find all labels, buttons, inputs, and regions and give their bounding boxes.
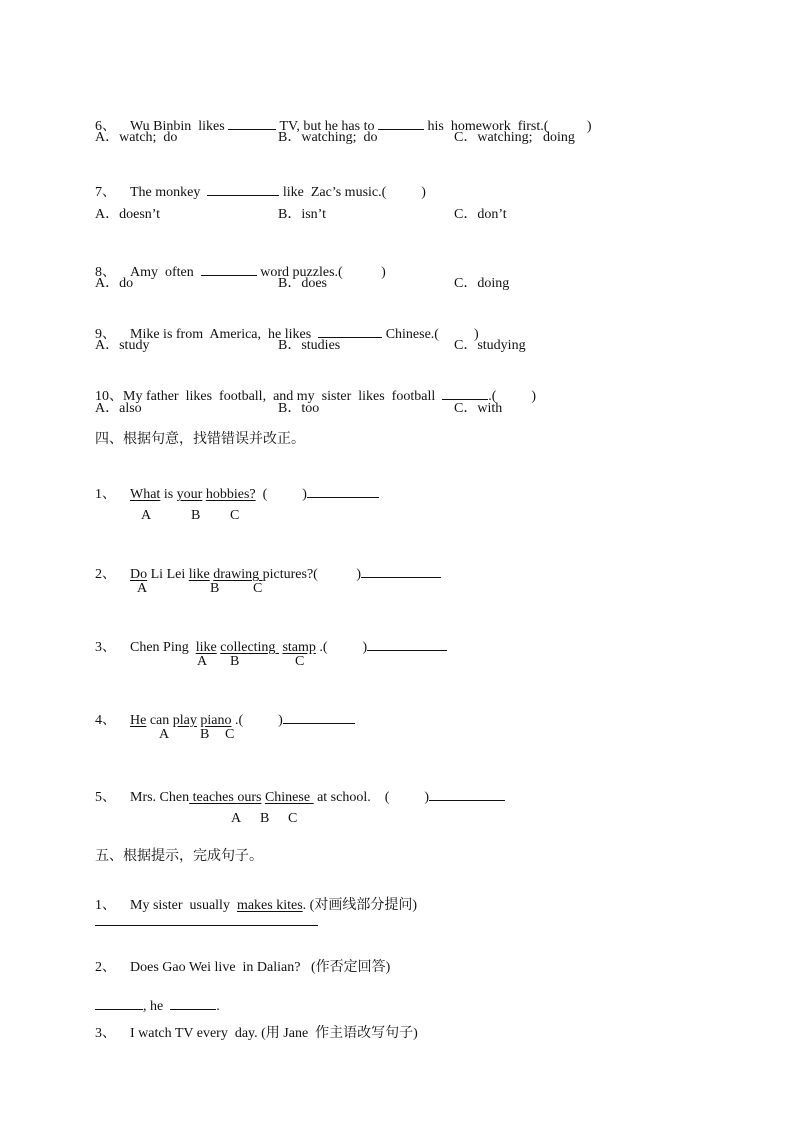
question-number: 7、 (95, 185, 116, 200)
answer-blank[interactable] (307, 484, 379, 498)
mark-a: A (137, 581, 148, 596)
mark-b: B (230, 654, 240, 669)
option-a: A．study (95, 338, 150, 353)
mark-b: B (210, 581, 220, 596)
question-6: 6、 Wu Binbin likes TV, but he has to his homework first.( ) (95, 98, 592, 136)
question-number: 6、 (95, 119, 116, 134)
option-b: B．does (278, 276, 327, 291)
rewrite-item-1: 1、 My sister usually makes kites. (对画线部分提问) (95, 898, 417, 913)
option-b: B．watching; do (278, 130, 378, 145)
option-c: C．studying (454, 338, 526, 353)
mark-b: B (260, 811, 270, 826)
option-a: A．do (95, 276, 134, 291)
answer-blank[interactable] (378, 116, 424, 130)
mark-c: C (295, 654, 305, 669)
answer-line[interactable] (95, 925, 318, 926)
rewrite-item-2: 2、 Does Gao Wei live in Dalian? (作否定回答) (95, 960, 391, 975)
answer-blank[interactable] (429, 787, 505, 801)
option-c: C．don’t (454, 207, 507, 222)
option-b: B．isn’t (278, 207, 326, 222)
mark-b: B (191, 508, 201, 523)
error-item-5: 5、 Mrs. Chen teaches ours Chinese at school. ( ) (95, 769, 505, 807)
answer-blank[interactable] (442, 386, 488, 400)
mark-c: C (230, 508, 240, 523)
error-item-4: 4、 He can play piano .( ) (95, 692, 355, 730)
mark-a: A (231, 811, 242, 826)
error-item-2: 2、 Do Li Lei like drawing pictures?( ) (95, 546, 441, 584)
option-b: B．too (278, 401, 320, 416)
mark-c: C (288, 811, 298, 826)
answer-blank[interactable] (207, 182, 279, 196)
question-8: 8、 Amy often word puzzles.( ) (95, 244, 386, 282)
option-c: C．with (454, 401, 503, 416)
answer-line-2: , he . (95, 978, 220, 1016)
mark-a: A (159, 727, 170, 742)
option-c: C．doing (454, 276, 510, 291)
option-a: A．watch; do (95, 130, 178, 145)
answer-blank[interactable] (283, 710, 355, 724)
rewrite-item-3: 3、 I watch TV every day. (用 Jane 作主语改写句子) (95, 1026, 418, 1041)
mark-c: C (253, 581, 263, 596)
answer-blank[interactable] (228, 116, 276, 130)
mark-c: C (225, 727, 235, 742)
option-a: A．doesn’t (95, 207, 161, 222)
mark-b: B (200, 727, 210, 742)
option-b: B．studies (278, 338, 341, 353)
question-number: 9、 (95, 327, 116, 342)
question-7: 7、 The monkey like Zac’s music.( ) (95, 164, 426, 202)
section-4-heading: 四、根据句意，找错错误并改正。 (95, 431, 305, 447)
answer-blank[interactable] (361, 564, 441, 578)
answer-blank[interactable] (367, 637, 447, 651)
section-5-heading: 五、根据提示，完成句子。 (95, 848, 263, 864)
question-9: 9、 Mike is from America, he likes Chinese.( ) (95, 306, 479, 344)
question-number: 8、 (95, 265, 116, 280)
answer-blank[interactable] (318, 324, 382, 338)
mark-a: A (197, 654, 208, 669)
error-item-1: 1、 What is your hobbies? ( ) (95, 466, 379, 504)
mark-a: A (141, 508, 152, 523)
question-10: 10、My father likes football, and my sister likes football .( ) (95, 368, 536, 406)
option-a: A．also (95, 401, 142, 416)
option-c: C．watching; doing (454, 130, 575, 145)
answer-blank[interactable] (201, 262, 257, 276)
error-item-3: 3、 Chen Ping like collecting stamp .( ) (95, 619, 447, 657)
question-number: 10、 (95, 389, 123, 404)
